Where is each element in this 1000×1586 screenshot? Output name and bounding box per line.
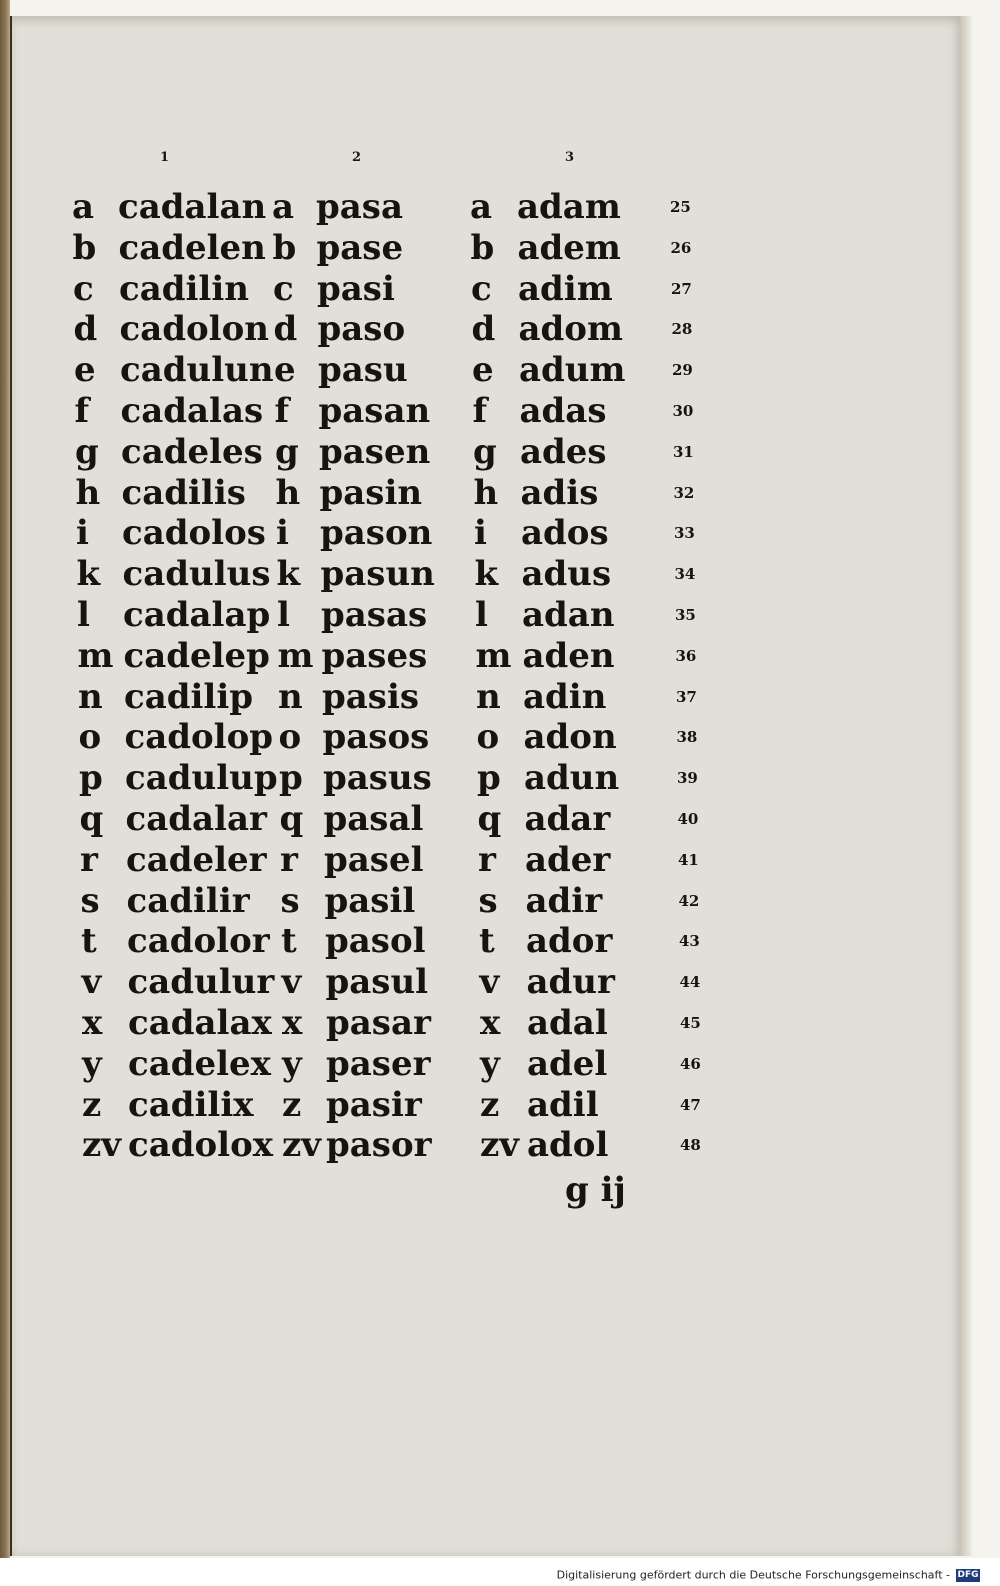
letter-col2: m	[277, 635, 314, 676]
letter-col2: zv	[282, 1125, 322, 1166]
letter-col2: p	[279, 758, 303, 799]
letter-col2: g	[275, 431, 299, 472]
letter-col1: l	[77, 595, 90, 635]
letter-col2: x	[282, 1003, 303, 1043]
letter-col3: o	[476, 717, 500, 758]
table-row	[0, 187, 760, 227]
table-row	[0, 350, 760, 390]
table-row	[0, 269, 760, 309]
letter-col1: z	[82, 1084, 102, 1125]
letter-col3: i	[474, 513, 487, 554]
word-col3: ades	[520, 431, 607, 472]
row-number: 27	[671, 279, 692, 298]
word-col1: cadolor	[127, 921, 270, 962]
table-row	[0, 921, 760, 961]
word-col1: cadalax	[128, 1003, 272, 1043]
row-number: 40	[677, 810, 699, 828]
word-col1: cadalar	[125, 799, 267, 839]
table-row	[0, 595, 760, 635]
letter-col1: n	[78, 676, 103, 717]
letter-col3: n	[476, 676, 501, 717]
word-col1: cadelep	[123, 635, 270, 676]
row-number: 31	[673, 442, 694, 461]
letter-col3: z	[480, 1084, 500, 1125]
page-edge	[960, 16, 972, 1556]
word-col2: pasis	[322, 676, 420, 717]
letter-col2: a	[272, 187, 295, 227]
word-col2: pasir	[326, 1084, 422, 1125]
word-col3: adon	[523, 717, 617, 758]
letter-col2: f	[274, 391, 290, 431]
table-row	[0, 513, 760, 553]
table-row	[0, 677, 760, 717]
letter-col1: y	[82, 1043, 102, 1084]
word-col2: pasil	[324, 880, 416, 921]
word-col2: pasor	[326, 1125, 432, 1166]
letter-col1: d	[73, 309, 98, 350]
row-number: 25	[670, 198, 691, 216]
row-number: 47	[680, 1095, 701, 1114]
word-col1: cadilis	[121, 472, 246, 513]
word-col2: paso	[317, 309, 406, 350]
word-col3: ader	[525, 839, 611, 880]
word-col2: pasun	[320, 554, 435, 595]
signature-mark: g ij	[565, 1170, 626, 1210]
row-number: 43	[679, 932, 700, 951]
word-col3: adir	[525, 880, 603, 921]
word-col1: cadeles	[121, 431, 263, 472]
table-row	[0, 554, 760, 594]
word-col2: paser	[326, 1043, 431, 1084]
letter-col2: t	[281, 921, 297, 962]
letter-col3: l	[475, 595, 488, 635]
letter-col2: d	[273, 309, 298, 350]
letter-col3: m	[475, 635, 512, 676]
letter-col1: q	[79, 799, 104, 839]
word-col3: adur	[526, 962, 615, 1003]
row-number: 37	[676, 687, 697, 706]
letter-col2: n	[278, 676, 303, 717]
word-col2: pasul	[325, 962, 429, 1003]
word-col2: pasu	[318, 350, 408, 391]
row-number: 46	[680, 1054, 701, 1073]
row-number: 44	[679, 973, 701, 992]
word-col2: pason	[320, 513, 433, 554]
word-col2: pase	[316, 227, 404, 268]
letter-col3: k	[474, 554, 499, 595]
letter-col1: k	[76, 554, 101, 595]
letter-col1: h	[75, 472, 101, 513]
word-col2: pasen	[319, 431, 431, 472]
word-col1: cadulup	[125, 758, 278, 799]
letter-col1: t	[81, 921, 97, 962]
letter-col2: y	[282, 1043, 302, 1084]
letter-col3: r	[478, 839, 496, 880]
row-number: 34	[674, 565, 696, 584]
word-col1: cadilin	[119, 268, 249, 309]
letter-col1: zv	[82, 1125, 122, 1166]
letter-col1: g	[75, 431, 99, 472]
word-col3: adun	[524, 758, 620, 799]
letter-col2: s	[280, 880, 300, 921]
table-row	[0, 1003, 760, 1043]
word-col2: pasal	[323, 799, 424, 839]
word-col3: adus	[521, 554, 612, 595]
word-col3: adis	[520, 472, 599, 513]
word-col2: pasas	[321, 595, 428, 635]
column-number-3: 3	[565, 150, 575, 165]
letter-col2: z	[282, 1084, 302, 1125]
letter-col3: b	[470, 227, 495, 268]
table-row	[0, 1085, 760, 1125]
word-col3: adin	[523, 676, 607, 717]
letter-col3: x	[480, 1003, 501, 1043]
letter-col1: a	[72, 187, 95, 227]
letter-col3: e	[472, 350, 494, 391]
column-number-1: 1	[160, 150, 170, 165]
letter-col3: c	[471, 268, 492, 309]
letter-col1: b	[72, 227, 97, 268]
table-row	[0, 840, 760, 880]
row-number: 33	[674, 524, 695, 543]
letter-col3: s	[478, 880, 498, 921]
word-col1: cadolos	[122, 513, 266, 554]
letter-col1: p	[79, 758, 103, 799]
word-col1: cadalas	[120, 391, 264, 431]
letter-col1: x	[82, 1003, 103, 1043]
letter-col3: zv	[480, 1125, 520, 1166]
word-col3: adil	[527, 1084, 599, 1125]
word-col3: adel	[527, 1043, 608, 1084]
table-row	[0, 799, 760, 839]
letter-col3: q	[477, 799, 502, 839]
letter-col2: o	[278, 717, 302, 758]
word-col1: cadelex	[128, 1043, 271, 1084]
word-col1: cadilix	[128, 1084, 254, 1125]
letter-col1: m	[77, 635, 114, 676]
letter-col3: a	[470, 187, 493, 227]
letter-col2: v	[281, 962, 302, 1003]
letter-col2: q	[279, 799, 304, 839]
letter-col1: s	[80, 880, 100, 921]
word-col3: adas	[519, 391, 607, 431]
table-row	[0, 1125, 760, 1165]
letter-col1: f	[74, 391, 90, 431]
word-col2: pasol	[325, 921, 426, 962]
word-col1: cadilir	[126, 880, 250, 921]
row-number: 41	[678, 850, 699, 869]
word-col3: adom	[518, 309, 623, 350]
table-row	[0, 309, 760, 349]
table-row	[0, 758, 760, 798]
row-number: 35	[675, 606, 696, 624]
row-number: 32	[673, 483, 695, 502]
column-number-2: 2	[352, 150, 362, 165]
word-col2: pases	[321, 635, 428, 676]
word-col3: adim	[518, 268, 613, 309]
word-col3: adem	[517, 227, 621, 268]
letter-col2: e	[274, 350, 296, 391]
letter-col3: p	[477, 758, 501, 799]
letter-col2: i	[276, 513, 289, 554]
word-col1: cadolon	[119, 309, 269, 350]
letter-col1: r	[80, 839, 98, 880]
row-number: 42	[678, 891, 700, 910]
dfg-logo: DFG	[957, 1570, 979, 1580]
letter-col3: t	[479, 921, 495, 962]
word-col1: cadalap	[123, 595, 271, 635]
letter-col3: f	[472, 391, 488, 431]
row-number: 38	[676, 728, 698, 747]
word-col2: pasin	[319, 472, 423, 513]
letter-col2: k	[276, 554, 301, 595]
table-row	[0, 432, 760, 472]
table-row	[0, 473, 760, 513]
word-col3: ados	[521, 513, 609, 554]
word-col3: adam	[517, 187, 621, 227]
word-col3: adol	[527, 1125, 609, 1166]
word-col1: cadulus	[122, 554, 271, 595]
word-col2: pasar	[326, 1003, 431, 1043]
footer-credit: Digitalisierung gefördert durch die Deutsche Forschungsgemeinschaft -	[556, 1568, 950, 1582]
letter-col1: v	[81, 962, 102, 1003]
word-col3: ador	[526, 921, 613, 962]
table-row	[0, 391, 760, 431]
letter-col2: r	[280, 839, 298, 880]
word-col2: pasan	[318, 391, 431, 431]
word-col1: cadolox	[128, 1125, 274, 1166]
row-number: 48	[680, 1136, 701, 1155]
table-row	[0, 636, 760, 676]
row-number: 39	[677, 769, 698, 788]
row-number: 45	[680, 1014, 701, 1032]
row-number: 28	[671, 320, 693, 339]
row-number: 29	[672, 361, 693, 380]
word-col3: adal	[527, 1003, 608, 1043]
letter-col1: o	[78, 717, 102, 758]
table-row	[0, 717, 760, 757]
word-col1: cadulun	[120, 350, 274, 391]
letter-col1: i	[76, 513, 89, 554]
word-col3: adum	[519, 350, 626, 391]
word-col3: adan	[522, 595, 615, 635]
word-col1: cadalan	[118, 187, 267, 227]
letter-col3: g	[473, 431, 497, 472]
word-col1: cadolop	[124, 717, 274, 758]
letter-col2: h	[275, 472, 301, 513]
word-col1: cadilip	[124, 676, 254, 717]
word-col2: pasi	[317, 268, 395, 309]
word-col1: cadelen	[118, 227, 266, 268]
row-number: 30	[672, 402, 694, 420]
word-col2: pasel	[324, 839, 424, 880]
table-row	[0, 881, 760, 921]
table-row	[0, 962, 760, 1002]
word-col2: pasus	[323, 758, 432, 799]
letter-col3: v	[479, 962, 500, 1003]
word-col1: cadeler	[126, 839, 267, 880]
table-row	[0, 228, 760, 268]
word-col3: adar	[524, 799, 611, 839]
word-col3: aden	[522, 635, 615, 676]
word-col2: pasos	[322, 717, 430, 758]
word-col1: cadulur	[127, 962, 275, 1003]
letter-col2: b	[272, 227, 297, 268]
table-row	[0, 1044, 760, 1084]
row-number: 26	[670, 238, 692, 257]
letter-col1: c	[73, 268, 94, 309]
letter-col2: l	[277, 595, 290, 635]
letter-col1: e	[74, 350, 96, 391]
row-number: 36	[675, 646, 697, 665]
letter-col3: h	[473, 472, 499, 513]
letter-col3: d	[471, 309, 496, 350]
word-col2: pasa	[316, 187, 403, 227]
letter-col2: c	[273, 268, 294, 309]
letter-col3: y	[480, 1043, 500, 1084]
